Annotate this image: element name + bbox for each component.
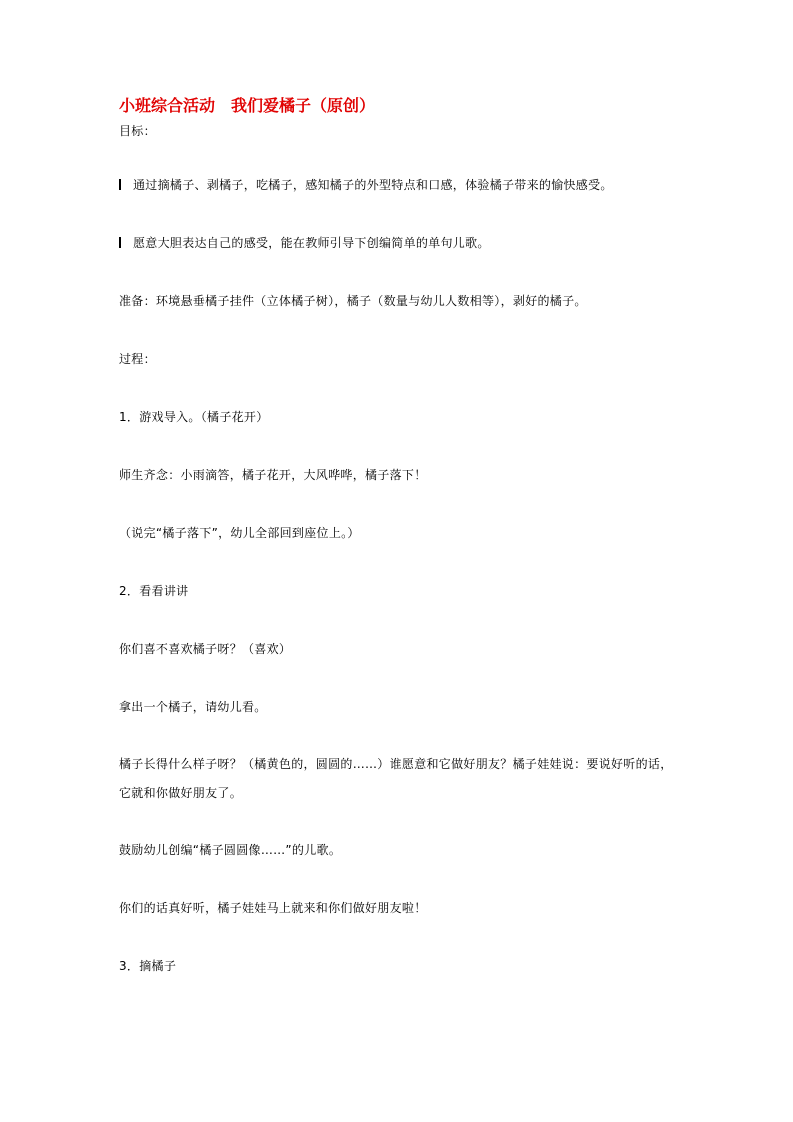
bullet-marker — [119, 179, 121, 190]
step-1-line-1: 师生齐念：小雨滴答，橘子花开，大风哗哗，橘子落下！ — [119, 468, 427, 482]
preparation-text: 准备：环境悬垂橘子挂件（立体橘子树），橘子（数量与幼儿人数相等），剥好的橘子。 — [119, 294, 587, 308]
title-activity-name: 我们爱橘子（原创） — [231, 96, 376, 115]
goals-label: 目标： — [119, 124, 156, 138]
goal-item-text: 通过摘橘子、剥橘子，吃橘子，感知橘子的外型特点和口感，体验橘子带来的愉快感受。 — [133, 178, 613, 192]
goal-item-1 — [119, 177, 679, 193]
step-1-line-2: （说完“橘子落下”，幼儿全部回到座位上。） — [119, 526, 360, 540]
document-body — [119, 96, 679, 974]
goal-item-2 — [119, 235, 679, 251]
step-1-heading: 1．游戏导入。（橘子花开） — [119, 410, 269, 424]
goal-item-text: 愿意大胆表达自己的感受，能在教师引导下创编简单的单句儿歌。 — [133, 236, 490, 250]
step-2-line-5: 你们的话真好听，橘子娃娃马上就来和你们做好朋友啦！ — [119, 901, 427, 915]
process-label: 过程： — [119, 352, 156, 366]
bullet-marker — [119, 237, 121, 248]
step-2-line-1: 你们喜不喜欢橘子呀？（喜欢） — [119, 642, 292, 656]
step-2-line-4: 鼓励幼儿创编“橘子圆圆像……”的儿歌。 — [119, 843, 342, 857]
step-2-line-2: 拿出一个橘子，请幼儿看。 — [119, 700, 267, 714]
page-title — [119, 96, 679, 116]
title-activity-type: 小班综合活动 — [119, 96, 216, 115]
step-3-heading: 3．摘橘子 — [119, 959, 177, 973]
step-2-line-3: 橘子长得什么样子呀？（橘黄色的，圆圆的……）谁愿意和它做好朋友？橘子娃娃说：要说好听的话，它就和你做好朋友了。 — [119, 757, 673, 800]
step-2-heading: 2．看看讲讲 — [119, 584, 189, 598]
